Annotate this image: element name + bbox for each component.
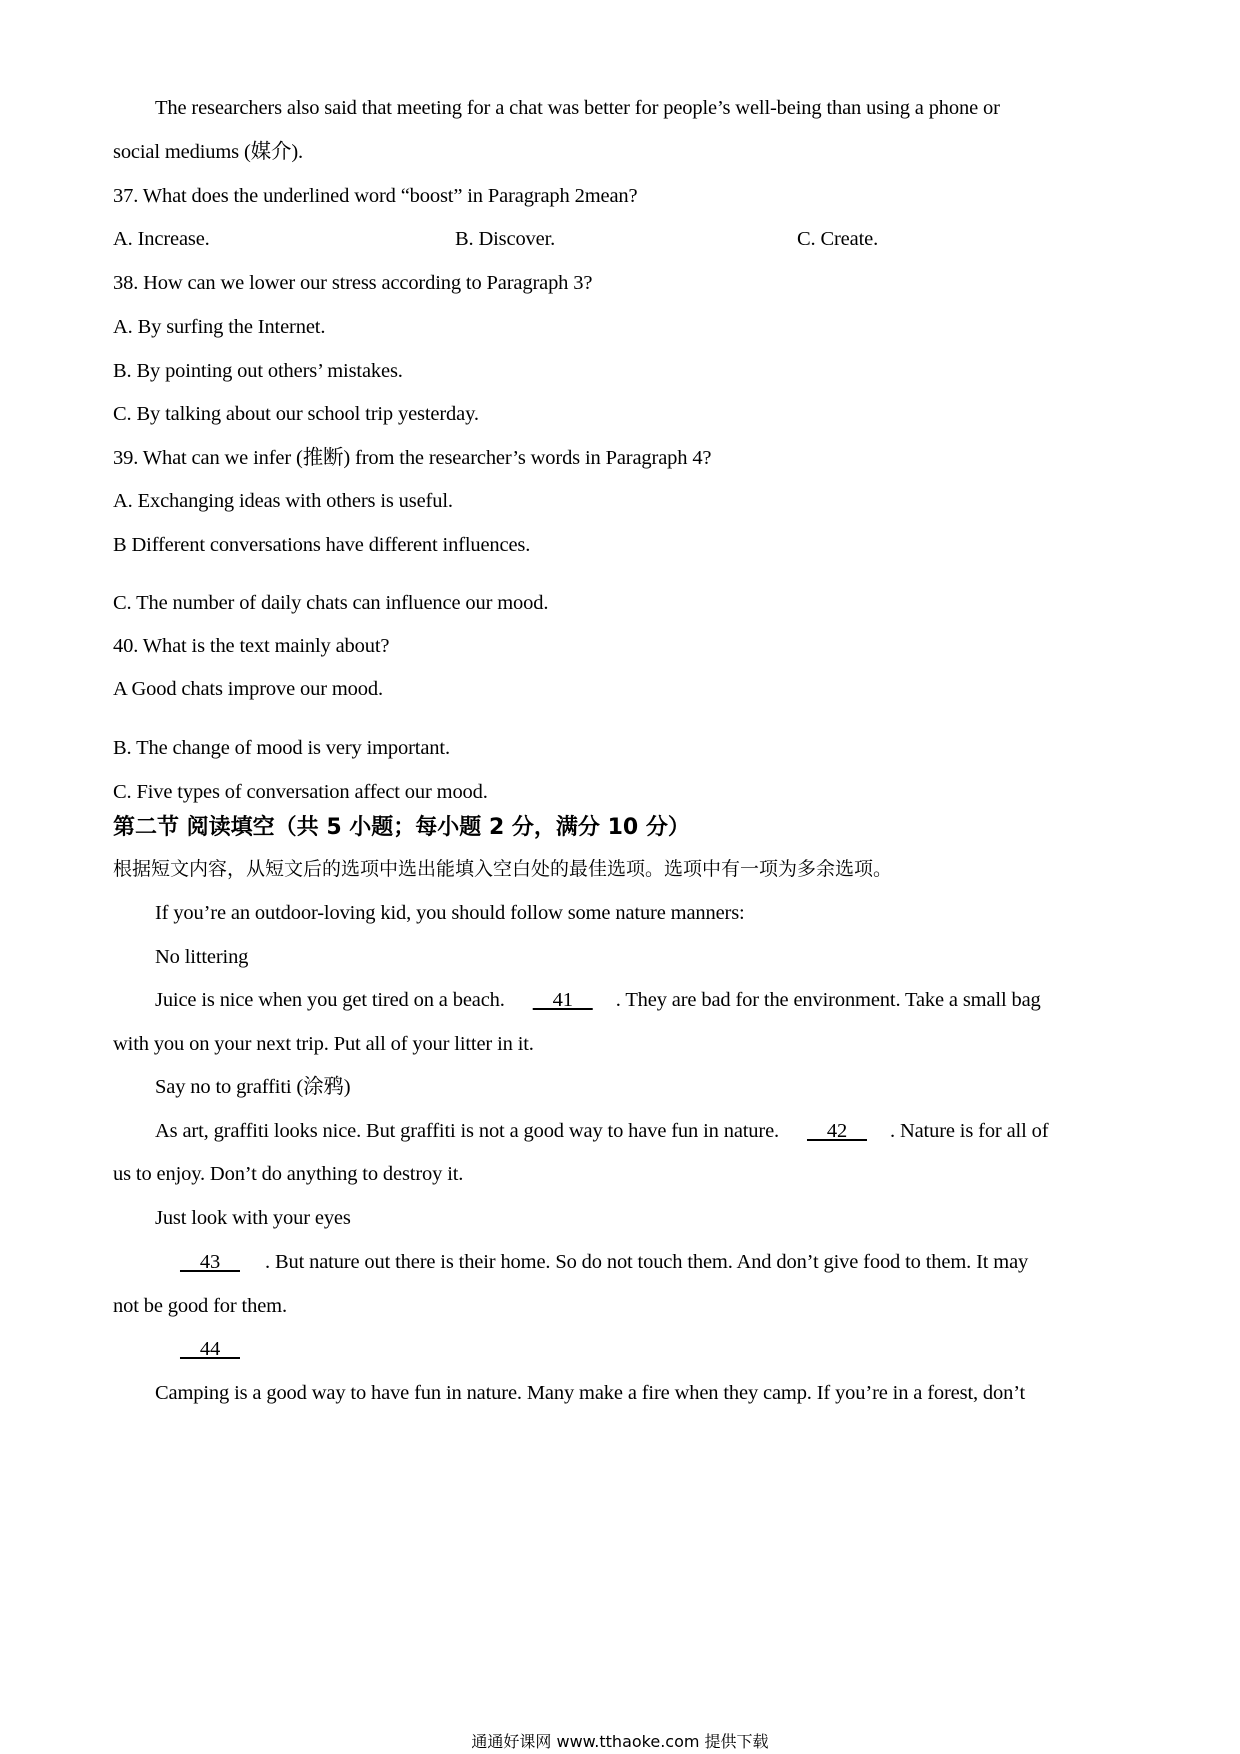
subheading-graffiti: Say no to graffiti (涂鸦): [155, 1076, 351, 1098]
blank-41: 41: [532, 989, 593, 1011]
paragraph-line: Camping is a good way to have fun in nature. Many make a fire when they camp. If you’re in a forest, don’t: [155, 1382, 1026, 1404]
question-37-option-a: A. Increase.: [113, 228, 210, 250]
paragraph-text: Juice is nice when you get tired on a beach.: [155, 989, 505, 1011]
section-instruction: 根据短文内容，从短文后的选项中选出能填入空白处的最佳选项。选项中有一项为多余选项。: [113, 858, 893, 880]
paragraph-text: As art, graffiti looks nice. But graffiti is not a good way to have fun in nature.: [155, 1120, 780, 1142]
section-heading: 第二节 阅读填空（共 5 小题；每小题 2 分，满分 10 分）: [113, 815, 690, 840]
question-40-option-b: B. The change of mood is very important.: [113, 737, 450, 759]
paragraph-line: [155, 1336, 265, 1362]
question-37-option-b: B. Discover.: [455, 228, 556, 250]
question-40-stem: 40. What is the text mainly about?: [113, 635, 390, 657]
question-37-stem: 37. What does the underlined word “boost” in Paragraph 2mean?: [113, 185, 638, 207]
question-38-stem: 38. How can we lower our stress according to Paragraph 3?: [113, 272, 593, 294]
question-39-option-b: B Different conversations have different influences.: [113, 534, 531, 556]
paragraph-line: [155, 1118, 1048, 1144]
passage-line: social mediums (媒介).: [113, 141, 304, 163]
question-38-option-b: B. By pointing out others’ mistakes.: [113, 360, 403, 382]
question-40-option-c: C. Five types of conversation affect our mood.: [113, 781, 488, 803]
blank-42: 42: [806, 1120, 867, 1142]
question-38-option-a: A. By surfing the Internet.: [113, 316, 326, 338]
question-37-option-c: C. Create.: [797, 228, 879, 250]
question-38-option-c: C. By talking about our school trip yesterday.: [113, 403, 479, 425]
question-39-option-a: A. Exchanging ideas with others is useful.: [113, 490, 453, 512]
question-39-stem: 39. What can we infer (推断) from the researcher’s words in Paragraph 4?: [113, 447, 712, 469]
paragraph-line: not be good for them.: [113, 1295, 287, 1317]
paragraph-line: with you on your next trip. Put all of your litter in it.: [113, 1033, 534, 1055]
paragraph-text: . But nature out there is their home. So do not touch them. And don’t give food to them. It may: [265, 1251, 1029, 1273]
question-40-option-a: A Good chats improve our mood.: [113, 678, 383, 700]
blank-44: 44: [179, 1338, 240, 1360]
paragraph-line: [155, 1249, 1028, 1275]
page-footer: 通通好课网 www.tthaoke.com 提供下载: [471, 1732, 769, 1751]
subheading-look-with-eyes: Just look with your eyes: [155, 1207, 351, 1229]
passage-line: The researchers also said that meeting for a chat was better for people’s well-being than using a phone or: [155, 97, 1000, 119]
paragraph-line: [155, 987, 1041, 1013]
subheading-no-littering: No littering: [155, 946, 249, 968]
passage-intro: If you’re an outdoor-loving kid, you should follow some nature manners:: [155, 902, 745, 924]
paragraph-text: . Nature is for all of: [890, 1120, 1049, 1142]
paragraph-line: us to enjoy. Don’t do anything to destroy it.: [113, 1163, 464, 1185]
question-39-option-c: C. The number of daily chats can influence our mood.: [113, 592, 549, 614]
paragraph-text: . They are bad for the environment. Take a small bag: [615, 989, 1041, 1011]
blank-43: 43: [179, 1251, 240, 1273]
